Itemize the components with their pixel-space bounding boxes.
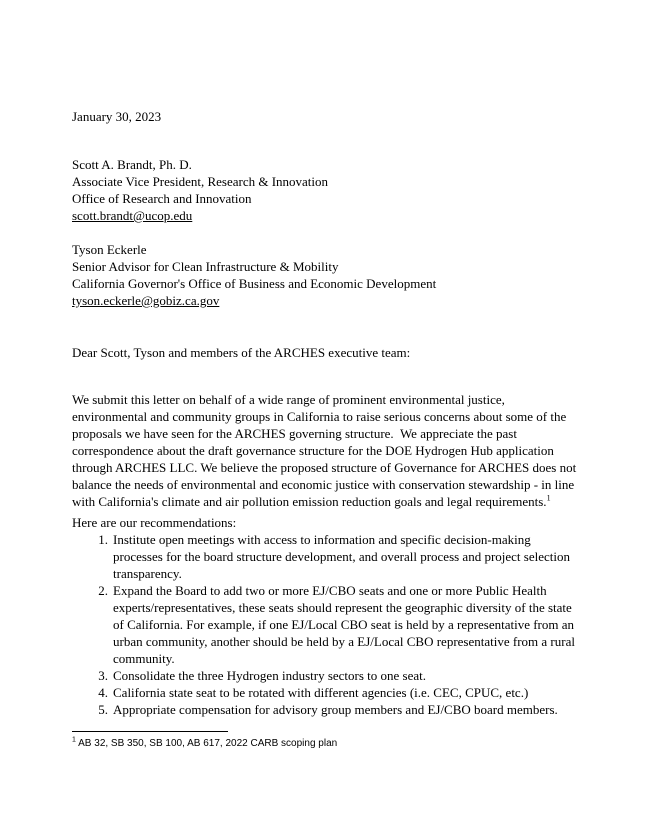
list-item bbox=[72, 531, 580, 582]
recipient-email-link[interactable]: scott.brandt@ucop.edu bbox=[72, 208, 193, 223]
footnote bbox=[72, 737, 580, 750]
footnote-marker: 1 bbox=[72, 736, 76, 744]
list-item-text: California state seat to be rotated with different agencies (i.e. CEC, CPUC, etc.) bbox=[113, 685, 529, 700]
recipient-title: Senior Advisor for Clean Infrastructure & Mobility bbox=[72, 259, 339, 274]
list-item-text: Expand the Board to add two or more EJ/CBO seats and one or more Public Health experts/representatives, these seats should represent the geographic diversity of the state of California. For example, if one EJ/Local CBO seat is held by a representative from an urban community, another should be held by a EJ/Local CBO representative from a rural community. bbox=[113, 583, 575, 666]
letter-date: January 30, 2023 bbox=[72, 109, 162, 124]
recommendations-list bbox=[72, 531, 580, 718]
recipient-name: Scott A. Brandt, Ph. D. bbox=[72, 157, 192, 172]
list-item-number: 4. bbox=[98, 685, 108, 700]
salutation: Dear Scott, Tyson and members of the ARCHES executive team: bbox=[72, 345, 411, 360]
list-item bbox=[72, 684, 580, 701]
list-item-number: 2. bbox=[98, 583, 108, 598]
recipient-email-link[interactable]: tyson.eckerle@gobiz.ca.gov bbox=[72, 293, 220, 308]
recipient-organization: California Governor's Office of Business and Economic Development bbox=[72, 276, 437, 291]
recommendations-intro: Here are our recommendations: bbox=[72, 515, 237, 530]
recipient-name: Tyson Eckerle bbox=[72, 242, 147, 257]
recipient-title: Associate Vice President, Research & Innovation bbox=[72, 174, 329, 189]
body-paragraph-part-2: We appreciate the past correspondence about the draft governance structure for the DOE Hydrogen Hub application through ARCHES LLC. We believe the proposed structure of Governance for ARCHES does not balance the needs of environmental and economic justice with conservation stewardship - in line with California's climate and air pollution emission reduction goals and legal requirements. bbox=[72, 426, 577, 509]
list-item-text: Consolidate the three Hydrogen industry sectors to one seat. bbox=[113, 668, 427, 683]
list-item bbox=[72, 701, 580, 718]
recipient-block-secondary bbox=[72, 241, 436, 309]
list-item-text: Appropriate compensation for advisory group members and EJ/CBO board members. bbox=[113, 702, 558, 717]
footnote-text: AB 32, SB 350, SB 100, AB 617, 2022 CARB scoping plan bbox=[75, 738, 338, 749]
list-item bbox=[72, 582, 580, 667]
recipient-organization: Office of Research and Innovation bbox=[72, 191, 252, 206]
footnote-reference-marker[interactable]: 1 bbox=[546, 493, 551, 503]
list-item-number: 3. bbox=[98, 668, 108, 683]
list-item-number: 5. bbox=[98, 702, 108, 717]
body-paragraph-part-1: We submit this letter on behalf of a wide range of prominent environmental justice, environmental and community groups in California to raise serious concerns about some of the proposals we have seen for the ARCHES governing structure. bbox=[72, 392, 567, 441]
list-item-number: 1. bbox=[98, 532, 108, 547]
list-item bbox=[72, 667, 580, 684]
footnote-separator-rule bbox=[72, 731, 228, 732]
footnote-area bbox=[72, 731, 580, 750]
body-paragraph bbox=[72, 391, 580, 510]
list-item-text: Institute open meetings with access to information and specific decision-making processes for the board structure development, and overall process and project selection transparency. bbox=[113, 532, 570, 581]
recipient-block-primary bbox=[72, 156, 328, 224]
